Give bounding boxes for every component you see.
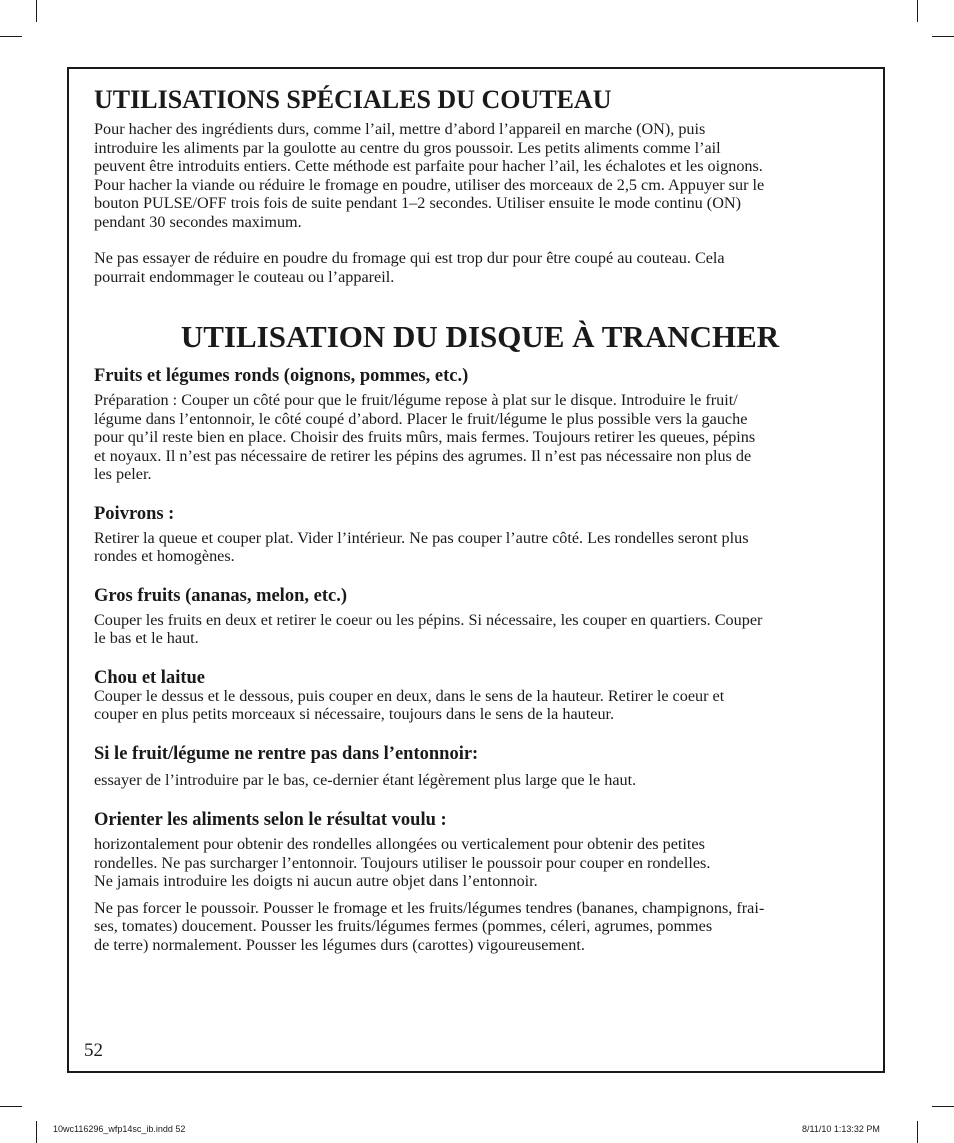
subsection-body: Préparation : Couper un côté pour que le fruit/légume repose à plat sur le disque. Introduire le fruit/ légume dans l’entonnoir, le côté coupé d’abord. Placer le fruit/légume le plus possible vers la gauche pour qu’il reste bien en place. Choisir des fruits mûrs, mais fermes. Toujours retirer les queues, pépins et noyaux. Il n’est pas nécessaire de retirer les pépins des agrumes. Il n’est pas nécessaire non plus de les peler.	[94, 391, 756, 483]
page-number: 52	[84, 1040, 103, 1061]
subsection-body: Couper les fruits en deux et retirer le coeur ou les pépins. Si nécessaire, les couper en quartiers. Couper le bas et le haut.	[94, 610, 763, 647]
slug-timestamp: 8/11/10 1:13:32 PM	[802, 1124, 880, 1134]
crop-mark	[0, 36, 22, 37]
subsection-heading: Orienter les aliments selon le résultat voulu :	[94, 810, 447, 830]
page-content	[94, 84, 866, 954]
paragraph: Ne pas essayer de réduire en poudre du fromage qui est trop dur pour être coupé au couteau. Cela pourrait endommager le couteau ou l’appareil.	[94, 249, 725, 286]
crop-mark	[932, 1106, 954, 1107]
section-title-disque: UTILISATION DU DISQUE À TRANCHER	[180, 319, 780, 354]
paragraph: Pour hacher des ingrédients durs, comme l’ail, mettre d’abord l’appareil en marche (ON), puis introduire les aliments par la goulotte au centre du gros poussoir. Les petits aliments comme l’ail peuvent être introduits entiers. Cette méthode est parfaite pour hacher l’ail, les échalotes et les oignons. Pour hacher la viande ou réduire le fromage en poudre, utiliser des morceaux de 2,5 cm. Appuyer sur le bouton PULSE/OFF trois fois de suite pendant 1–2 secondes. Utiliser ensuite le mode continu (ON) pendant 30 secondes maximum.	[94, 120, 765, 231]
subsection-heading: Gros fruits (ananas, melon, etc.)	[94, 585, 347, 606]
crop-mark	[36, 1121, 37, 1143]
crop-mark	[917, 0, 918, 22]
subsection-body: horizontalement pour obtenir des rondelles allongées ou verticalement pour obtenir des petites rondelles. Ne pas surcharger l’entonnoir. Toujours utiliser le poussoir pour couper en rondelles. Ne jamais introduire les doigts ni aucun autre objet dans l’entonnoir.	[94, 835, 711, 890]
subsection-body: Retirer la queue et couper plat. Vider l’intérieur. Ne pas couper l’autre côté. Les rondelles seront plus rondes et homogènes.	[94, 528, 749, 565]
subsection-heading: Fruits et légumes ronds (oignons, pommes, etc.)	[94, 366, 469, 386]
subsection-heading: Si le fruit/légume ne rentre pas dans l’entonnoir:	[94, 743, 479, 764]
crop-mark	[36, 0, 37, 22]
subsection-heading: Poivrons :	[94, 503, 175, 524]
subsection-body: essayer de l’introduire par le bas, ce-dernier étant légèrement plus large que le haut.	[94, 770, 637, 789]
crop-mark	[0, 1106, 22, 1107]
slug-filename: 10wc116296_wfp14sc_ib.indd 52	[53, 1124, 186, 1134]
crop-mark	[932, 36, 954, 37]
subsection-body: Ne pas forcer le poussoir. Pousser le fromage et les fruits/légumes tendres (bananes, champignons, frai- ses, tomates) doucement. Pousser les fruits/légumes fermes (pommes, céleri, agrumes, pommes de terre) normalement. Pousser les légumes durs (carottes) vigoureusement.	[94, 898, 765, 954]
section-title-couteau: UTILISATIONS SPÉCIALES DU COUTEAU	[94, 85, 612, 114]
subsection-body: Couper le dessus et le dessous, puis couper en deux, dans le sens de la hauteur. Retirer le coeur et couper en plus petits morceaux si nécessaire, toujours dans le sens de la hauteur.	[94, 686, 725, 723]
subsection-heading: Chou et laitue	[94, 667, 205, 688]
crop-mark	[917, 1121, 918, 1143]
